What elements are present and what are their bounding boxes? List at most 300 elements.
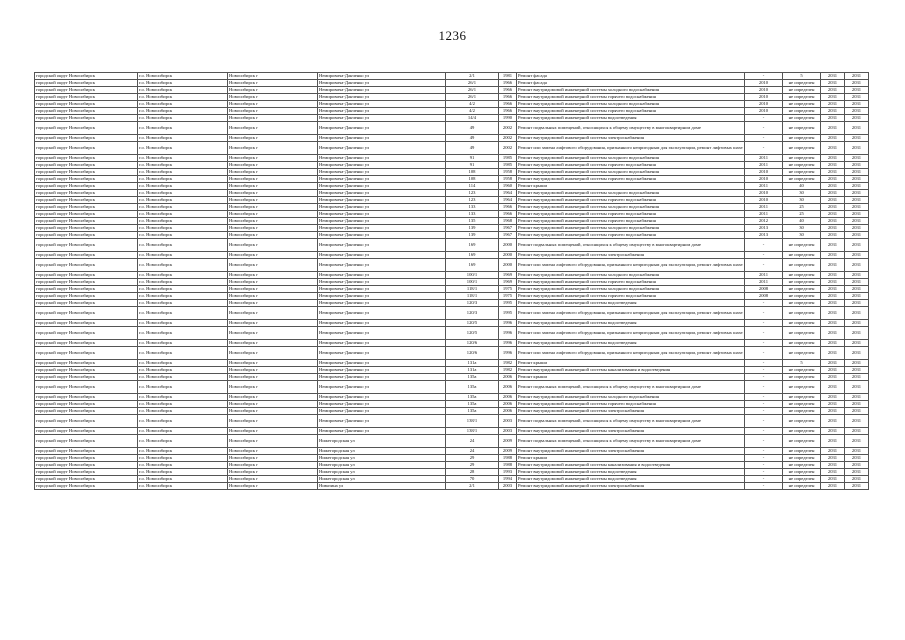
cell-municipality: городской округ Новосибирск (35, 142, 138, 155)
table-row (35, 108, 869, 115)
cell-city: Новосибирск г (228, 108, 318, 115)
cell-district: г.о. Новосибирск (138, 300, 228, 307)
cell-last-repair-year: - (745, 307, 783, 320)
cell-wear-percent: не определен (783, 279, 821, 286)
cell-plan-start-year: 2031 (821, 101, 845, 108)
cell-city: Новосибирск г (228, 367, 318, 374)
cell-plan-start-year: 2031 (821, 327, 845, 340)
cell-house-number: 133 (446, 204, 499, 211)
cell-work-type: Ремонт внутридомовой инженерной системы горячего водоснабжения (517, 232, 745, 239)
cell-plan-end-year: 2031 (845, 367, 869, 374)
cell-build-year: 1966 (499, 80, 517, 87)
cell-street: Немировича-Данченко ул (318, 381, 446, 394)
cell-plan-start-year: 2031 (821, 286, 845, 293)
cell-municipality: городской округ Новосибирск (35, 80, 138, 87)
cell-district: г.о. Новосибирск (138, 428, 228, 435)
cell-city: Новосибирск г (228, 87, 318, 94)
table-row (35, 73, 869, 80)
cell-wear-percent: не определен (783, 80, 821, 87)
cell-work-type: Ремонт внутридомовой инженерной системы холодного водоснабжения (517, 101, 745, 108)
cell-district: г.о. Новосибирск (138, 218, 228, 225)
cell-plan-start-year: 2031 (821, 87, 845, 94)
cell-house-number: 29 (446, 462, 499, 469)
cell-plan-start-year: 2031 (821, 169, 845, 176)
table-row (35, 367, 869, 374)
cell-city: Новосибирск г (228, 340, 318, 347)
cell-plan-end-year: 2031 (845, 286, 869, 293)
cell-work-type: Ремонт подвальных помещений, относящихся к общему имуществу в многоквартирном доме (517, 239, 745, 252)
cell-district: г.о. Новосибирск (138, 176, 228, 183)
cell-last-repair-year: 2010 (745, 108, 783, 115)
cell-wear-percent: не определен (783, 169, 821, 176)
cell-city: Новосибирск г (228, 415, 318, 428)
cell-city: Новосибирск г (228, 162, 318, 169)
cell-municipality: городской округ Новосибирск (35, 252, 138, 259)
cell-last-repair-year: - (745, 469, 783, 476)
cell-plan-end-year: 2031 (845, 155, 869, 162)
cell-city: Новосибирск г (228, 259, 318, 272)
cell-municipality: городской округ Новосибирск (35, 272, 138, 279)
table-body (35, 73, 869, 490)
cell-build-year: 1993 (499, 469, 517, 476)
cell-street: Немировича-Данченко ул (318, 394, 446, 401)
cell-work-type: Ремонт внутридомовой инженерной системы водоотведения (517, 320, 745, 327)
table-row (35, 483, 869, 490)
cell-build-year: 2003 (499, 415, 517, 428)
cell-build-year: 1964 (499, 190, 517, 197)
cell-wear-percent: не определен (783, 286, 821, 293)
cell-plan-end-year: 2031 (845, 307, 869, 320)
cell-house-number: 29 (446, 455, 499, 462)
cell-last-repair-year: - (745, 327, 783, 340)
cell-build-year: 1966 (499, 94, 517, 101)
cell-plan-end-year: 2031 (845, 183, 869, 190)
cell-build-year: 2009 (499, 435, 517, 448)
cell-build-year: 1964 (499, 197, 517, 204)
cell-district: г.о. Новосибирск (138, 142, 228, 155)
table-row (35, 307, 869, 320)
cell-build-year: 2003 (499, 483, 517, 490)
cell-work-type: Ремонт крыши (517, 374, 745, 381)
cell-plan-end-year: 2031 (845, 415, 869, 428)
cell-municipality: городской округ Новосибирск (35, 101, 138, 108)
table-row (35, 101, 869, 108)
cell-district: г.о. Новосибирск (138, 80, 228, 87)
cell-city: Новосибирск г (228, 347, 318, 360)
cell-city: Новосибирск г (228, 211, 318, 218)
table-row (35, 320, 869, 327)
cell-last-repair-year: - (745, 476, 783, 483)
cell-plan-start-year: 2031 (821, 80, 845, 87)
table-row (35, 232, 869, 239)
cell-city: Новосибирск г (228, 462, 318, 469)
cell-plan-start-year: 2031 (821, 435, 845, 448)
cell-build-year: 2006 (499, 381, 517, 394)
cell-municipality: городской округ Новосибирск (35, 307, 138, 320)
cell-house-number: 138/1 (446, 428, 499, 435)
cell-work-type: Ремонт подвальных помещений, относящихся к общему имуществу в многоквартирном доме (517, 381, 745, 394)
cell-plan-start-year: 2031 (821, 190, 845, 197)
cell-plan-end-year: 2031 (845, 360, 869, 367)
cell-district: г.о. Новосибирск (138, 155, 228, 162)
cell-work-type: Ремонт крыши (517, 183, 745, 190)
cell-plan-start-year: 2031 (821, 252, 845, 259)
cell-street: Немировича-Данченко ул (318, 225, 446, 232)
cell-city: Новосибирск г (228, 272, 318, 279)
cell-plan-end-year: 2031 (845, 204, 869, 211)
cell-wear-percent: не определен (783, 101, 821, 108)
cell-plan-end-year: 2031 (845, 272, 869, 279)
cell-municipality: городской округ Новосибирск (35, 381, 138, 394)
cell-last-repair-year: - (745, 428, 783, 435)
cell-last-repair-year: 2010 (745, 80, 783, 87)
cell-work-type: Ремонт внутридомовой инженерной системы горячего водоснабжения (517, 401, 745, 408)
cell-house-number: 135а (446, 401, 499, 408)
cell-plan-start-year: 2031 (821, 448, 845, 455)
cell-street: Немировича-Данченко ул (318, 293, 446, 300)
cell-work-type: Ремонт или замена лифтового оборудования, признанного непригодным для эксплуатации, ремонт лифтовых шахт (517, 327, 745, 340)
cell-build-year: 2002 (499, 142, 517, 155)
cell-build-year: 1995 (499, 300, 517, 307)
cell-wear-percent: 30 (783, 225, 821, 232)
cell-plan-end-year: 2031 (845, 435, 869, 448)
cell-last-repair-year: - (745, 135, 783, 142)
cell-work-type: Ремонт внутридомовой инженерной системы горячего водоснабжения (517, 211, 745, 218)
cell-street: Немировича-Данченко ул (318, 360, 446, 367)
cell-last-repair-year: - (745, 448, 783, 455)
table-row (35, 135, 869, 142)
cell-plan-end-year: 2031 (845, 101, 869, 108)
cell-street: Немировича-Данченко ул (318, 252, 446, 259)
cell-city: Новосибирск г (228, 401, 318, 408)
cell-municipality: городской округ Новосибирск (35, 469, 138, 476)
cell-house-number: 118/1 (446, 293, 499, 300)
cell-plan-end-year: 2031 (845, 115, 869, 122)
cell-last-repair-year: - (745, 259, 783, 272)
cell-district: г.о. Новосибирск (138, 408, 228, 415)
cell-street: Немировича-Данченко ул (318, 183, 446, 190)
cell-house-number: 135а (446, 394, 499, 401)
cell-street: Немировича-Данченко ул (318, 204, 446, 211)
cell-wear-percent: не определен (783, 300, 821, 307)
cell-municipality: городской округ Новосибирск (35, 428, 138, 435)
cell-work-type: Ремонт внутридомовой инженерной системы горячего водоснабжения (517, 218, 745, 225)
cell-house-number: 120/6 (446, 340, 499, 347)
cell-plan-start-year: 2031 (821, 374, 845, 381)
cell-municipality: городской округ Новосибирск (35, 293, 138, 300)
cell-house-number: 169 (446, 259, 499, 272)
cell-plan-end-year: 2031 (845, 320, 869, 327)
cell-house-number: 100/1 (446, 272, 499, 279)
cell-plan-end-year: 2031 (845, 476, 869, 483)
cell-house-number: 120/5 (446, 320, 499, 327)
cell-district: г.о. Новосибирск (138, 239, 228, 252)
cell-plan-end-year: 2031 (845, 428, 869, 435)
table-row (35, 94, 869, 101)
cell-district: г.о. Новосибирск (138, 204, 228, 211)
cell-municipality: городской округ Новосибирск (35, 360, 138, 367)
table-row (35, 360, 869, 367)
cell-municipality: городской округ Новосибирск (35, 279, 138, 286)
cell-city: Новосибирск г (228, 101, 318, 108)
cell-work-type: Ремонт внутридомовой инженерной системы электроснабжения (517, 408, 745, 415)
cell-plan-start-year: 2031 (821, 347, 845, 360)
cell-plan-end-year: 2031 (845, 239, 869, 252)
cell-plan-start-year: 2031 (821, 239, 845, 252)
cell-city: Новосибирск г (228, 394, 318, 401)
cell-plan-start-year: 2031 (821, 183, 845, 190)
cell-wear-percent: не определен (783, 108, 821, 115)
cell-street: Нижегородская ул (318, 435, 446, 448)
cell-municipality: городской округ Новосибирск (35, 320, 138, 327)
cell-district: г.о. Новосибирск (138, 360, 228, 367)
cell-city: Новосибирск г (228, 483, 318, 490)
cell-plan-start-year: 2031 (821, 408, 845, 415)
cell-municipality: городской округ Новосибирск (35, 87, 138, 94)
cell-district: г.о. Новосибирск (138, 252, 228, 259)
cell-district: г.о. Новосибирск (138, 401, 228, 408)
cell-plan-start-year: 2031 (821, 320, 845, 327)
cell-city: Новосибирск г (228, 300, 318, 307)
cell-house-number: 100/1 (446, 279, 499, 286)
cell-build-year: 1996 (499, 340, 517, 347)
cell-street: Нижегородская ул (318, 462, 446, 469)
cell-district: г.о. Новосибирск (138, 476, 228, 483)
cell-street: Немировича-Данченко ул (318, 87, 446, 94)
table-row (35, 115, 869, 122)
cell-build-year: 2000 (499, 252, 517, 259)
cell-city: Новосибирск г (228, 122, 318, 135)
cell-last-repair-year: - (745, 347, 783, 360)
page-number: 1236 (438, 28, 467, 43)
cell-plan-start-year: 2031 (821, 279, 845, 286)
cell-house-number: 4/2 (446, 108, 499, 115)
cell-district: г.о. Новосибирск (138, 394, 228, 401)
cell-wear-percent: не определен (783, 135, 821, 142)
cell-build-year: 1996 (499, 320, 517, 327)
cell-municipality: городской округ Новосибирск (35, 483, 138, 490)
cell-municipality: городской округ Новосибирск (35, 462, 138, 469)
cell-plan-start-year: 2031 (821, 259, 845, 272)
cell-work-type: Ремонт внутридомовой инженерной системы горячего водоснабжения (517, 197, 745, 204)
table-row (35, 293, 869, 300)
cell-build-year: 1967 (499, 225, 517, 232)
cell-build-year: 1969 (499, 279, 517, 286)
cell-house-number: 138/1 (446, 415, 499, 428)
cell-plan-end-year: 2031 (845, 142, 869, 155)
cell-city: Новосибирск г (228, 476, 318, 483)
cell-build-year: 1966 (499, 87, 517, 94)
cell-work-type: Ремонт внутридомовой инженерной системы канализования и водоотведения (517, 462, 745, 469)
cell-build-year: 1988 (499, 462, 517, 469)
cell-house-number: 114 (446, 183, 499, 190)
table-row (35, 286, 869, 293)
cell-wear-percent: 5 (783, 73, 821, 80)
cell-wear-percent: не определен (783, 155, 821, 162)
cell-plan-start-year: 2031 (821, 142, 845, 155)
cell-city: Новосибирск г (228, 252, 318, 259)
cell-city: Новосибирск г (228, 190, 318, 197)
cell-house-number: 2/1 (446, 483, 499, 490)
cell-city: Новосибирск г (228, 142, 318, 155)
cell-build-year: 1966 (499, 108, 517, 115)
cell-district: г.о. Новосибирск (138, 340, 228, 347)
cell-municipality: городской округ Новосибирск (35, 155, 138, 162)
cell-plan-start-year: 2031 (821, 176, 845, 183)
cell-house-number: 49 (446, 135, 499, 142)
cell-street: Немировича-Данченко ул (318, 218, 446, 225)
cell-plan-start-year: 2031 (821, 272, 845, 279)
table-row (35, 204, 869, 211)
cell-build-year: 2002 (499, 135, 517, 142)
cell-build-year: 1958 (499, 169, 517, 176)
cell-city: Новосибирск г (228, 469, 318, 476)
cell-municipality: городской округ Новосибирск (35, 374, 138, 381)
cell-last-repair-year: - (745, 252, 783, 259)
cell-work-type: Ремонт внутридомовой инженерной системы водоотведения (517, 340, 745, 347)
cell-last-repair-year: - (745, 374, 783, 381)
cell-plan-end-year: 2031 (845, 232, 869, 239)
cell-house-number: 120/3 (446, 300, 499, 307)
cell-work-type: Ремонт внутридомовой инженерной системы холодного водоснабжения (517, 169, 745, 176)
cell-house-number: 2/1 (446, 73, 499, 80)
cell-plan-start-year: 2031 (821, 232, 845, 239)
cell-municipality: городской округ Новосибирск (35, 448, 138, 455)
cell-plan-start-year: 2031 (821, 367, 845, 374)
cell-street: Немировича-Данченко ул (318, 347, 446, 360)
cell-house-number: 120/6 (446, 347, 499, 360)
cell-build-year: 2009 (499, 448, 517, 455)
cell-municipality: городской округ Новосибирск (35, 73, 138, 80)
cell-last-repair-year: 2013 (745, 225, 783, 232)
table-row (35, 394, 869, 401)
cell-street: Немировича-Данченко ул (318, 320, 446, 327)
cell-city: Новосибирск г (228, 176, 318, 183)
table-row (35, 190, 869, 197)
cell-work-type: Ремонт или замена лифтового оборудования, признанного непригодным для эксплуатации, ремонт лифтовых шахт (517, 307, 745, 320)
cell-work-type: Ремонт внутридомовой инженерной системы холодного водоснабжения (517, 155, 745, 162)
cell-house-number: 91 (446, 155, 499, 162)
cell-district: г.о. Новосибирск (138, 462, 228, 469)
cell-last-repair-year: - (745, 142, 783, 155)
cell-plan-start-year: 2031 (821, 204, 845, 211)
cell-last-repair-year: 2010 (745, 197, 783, 204)
cell-plan-end-year: 2031 (845, 279, 869, 286)
cell-street: Нижегородская ул (318, 455, 446, 462)
cell-last-repair-year: 2011 (745, 211, 783, 218)
cell-plan-end-year: 2031 (845, 80, 869, 87)
cell-build-year: 1982 (499, 360, 517, 367)
cell-wear-percent: не определен (783, 340, 821, 347)
cell-build-year: 1981 (499, 73, 517, 80)
cell-district: г.о. Новосибирск (138, 448, 228, 455)
cell-city: Новосибирск г (228, 218, 318, 225)
table-row (35, 122, 869, 135)
cell-district: г.о. Новосибирск (138, 197, 228, 204)
cell-city: Новосибирск г (228, 408, 318, 415)
cell-wear-percent: не определен (783, 415, 821, 428)
cell-plan-end-year: 2031 (845, 87, 869, 94)
cell-plan-start-year: 2031 (821, 483, 845, 490)
cell-work-type: Ремонт подвальных помещений, относящихся к общему имуществу в многоквартирном доме (517, 122, 745, 135)
cell-district: г.о. Новосибирск (138, 307, 228, 320)
cell-last-repair-year: 2011 (745, 204, 783, 211)
cell-city: Новосибирск г (228, 204, 318, 211)
cell-work-type: Ремонт внутридомовой инженерной системы горячего водоснабжения (517, 162, 745, 169)
cell-street: Немировича-Данченко ул (318, 279, 446, 286)
cell-work-type: Ремонт крыши (517, 360, 745, 367)
cell-street: Немировича-Данченко ул (318, 307, 446, 320)
cell-last-repair-year: - (745, 122, 783, 135)
cell-street: Немировича-Данченко ул (318, 73, 446, 80)
cell-last-repair-year: 2010 (745, 176, 783, 183)
cell-plan-start-year: 2031 (821, 455, 845, 462)
cell-house-number: 123 (446, 190, 499, 197)
cell-city: Новосибирск г (228, 135, 318, 142)
cell-wear-percent: не определен (783, 367, 821, 374)
table-row (35, 211, 869, 218)
cell-house-number: 49 (446, 142, 499, 155)
cell-plan-end-year: 2031 (845, 135, 869, 142)
cell-wear-percent: не определен (783, 142, 821, 155)
cell-wear-percent: не определен (783, 239, 821, 252)
cell-house-number: 26/1 (446, 94, 499, 101)
cell-street: Немировича-Данченко ул (318, 122, 446, 135)
cell-work-type: Ремонт внутридомовой инженерной системы горячего водоснабжения (517, 94, 745, 101)
cell-plan-end-year: 2031 (845, 73, 869, 80)
cell-street: Немировича-Данченко ул (318, 327, 446, 340)
cell-house-number: 4/2 (446, 101, 499, 108)
cell-house-number: 120/3 (446, 307, 499, 320)
cell-municipality: городской округ Новосибирск (35, 108, 138, 115)
cell-plan-end-year: 2031 (845, 169, 869, 176)
cell-district: г.о. Новосибирск (138, 327, 228, 340)
cell-last-repair-year: 2011 (745, 279, 783, 286)
cell-wear-percent: не определен (783, 381, 821, 394)
cell-work-type: Ремонт внутридомовой инженерной системы холодного водоснабжения (517, 87, 745, 94)
cell-municipality: городской округ Новосибирск (35, 169, 138, 176)
cell-city: Новосибирск г (228, 197, 318, 204)
cell-build-year: 2006 (499, 408, 517, 415)
cell-plan-start-year: 2031 (821, 476, 845, 483)
cell-build-year: 1969 (499, 272, 517, 279)
cell-municipality: городской округ Новосибирск (35, 225, 138, 232)
cell-wear-percent: 30 (783, 197, 821, 204)
cell-district: г.о. Новосибирск (138, 259, 228, 272)
cell-district: г.о. Новосибирск (138, 122, 228, 135)
cell-plan-start-year: 2031 (821, 162, 845, 169)
cell-work-type: Ремонт или замена лифтового оборудования, признанного непригодным для эксплуатации, ремонт лифтовых шахт (517, 347, 745, 360)
cell-house-number: 131а (446, 360, 499, 367)
cell-municipality: городской округ Новосибирск (35, 239, 138, 252)
cell-build-year: 1975 (499, 293, 517, 300)
cell-work-type: Ремонт внутридомовой инженерной системы электроснабжения (517, 428, 745, 435)
cell-district: г.о. Новосибирск (138, 108, 228, 115)
cell-plan-start-year: 2031 (821, 155, 845, 162)
cell-street: Немировича-Данченко ул (318, 259, 446, 272)
cell-wear-percent: не определен (783, 428, 821, 435)
cell-last-repair-year: 2010 (745, 169, 783, 176)
cell-last-repair-year: 2010 (745, 190, 783, 197)
cell-work-type: Ремонт крыши (517, 455, 745, 462)
cell-plan-start-year: 2031 (821, 122, 845, 135)
cell-street: Немировича-Данченко ул (318, 155, 446, 162)
cell-street: Немировича-Данченко ул (318, 300, 446, 307)
table-row (35, 408, 869, 415)
table-row (35, 347, 869, 360)
cell-house-number: 49 (446, 122, 499, 135)
cell-build-year: 1985 (499, 162, 517, 169)
